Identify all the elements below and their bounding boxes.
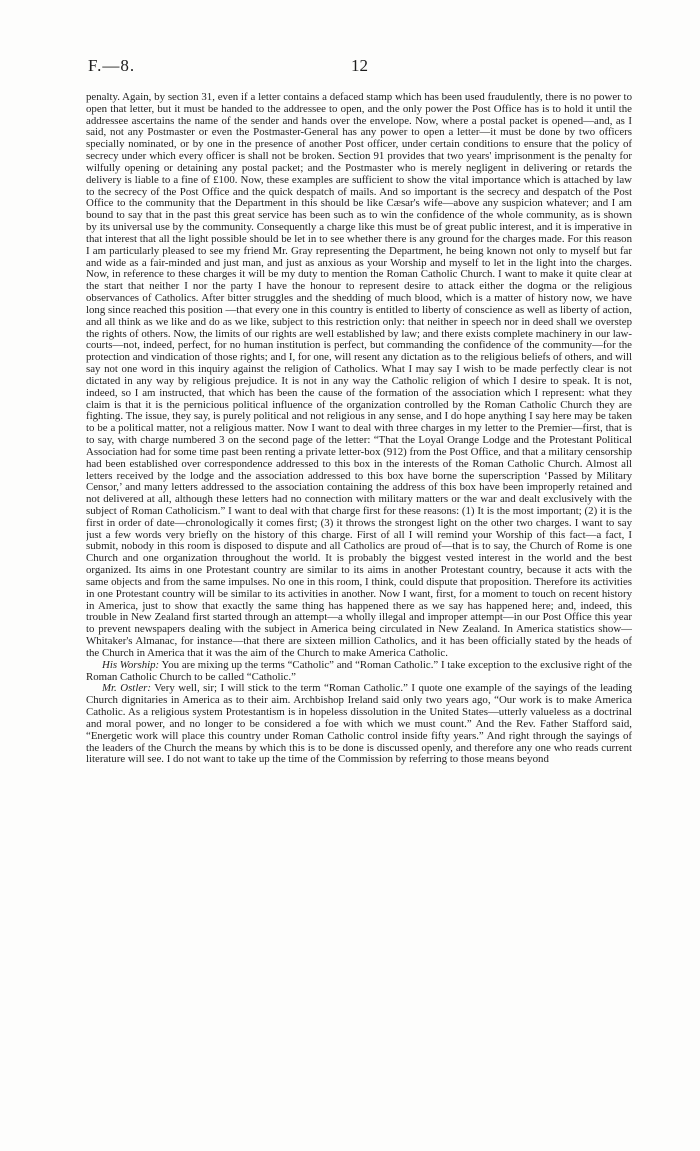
document-reference: F.—8. [88, 56, 136, 75]
paragraph-his-worship [86, 660, 632, 684]
paragraph-opening [86, 92, 632, 660]
speaker-name: His Worship: [102, 658, 160, 671]
body-text [86, 92, 632, 1142]
paragraph-mr-ostler [86, 683, 632, 766]
page-number: 12 [351, 56, 368, 75]
page-header [88, 56, 632, 80]
paragraph-text: Very well, sir; I will stick to the term “Roman Catholic.” I quote one example of the sayings of the leading Church dignitaries in America as to their aim. Archbishop Ireland said only two years ago, “Our work is to make America Catholic. As a religious system Protestantism is in hopeless dissolution in the United States—utterly valueless as a doctrinal and moral power, and no longer to be considered a foe with which we must count.” And the Rev. Father Stafford said, “Energetic work will place this country under Roman Catholic control inside fifty years.” And right through the sayings of the leaders of the Church the means by which this is to be done is discussed openly, and therefore any one who reads current literature will see. I do not want to take up the time of the Commission by referring to those means beyond [86, 682, 632, 766]
paragraph-text: You are mixing up the terms “Catholic” and “Roman Catholic.” I take exception to the exclusive right of the Roman Catholic Church to be called “Catholic.” [86, 658, 632, 683]
speaker-name: Mr. Ostler: [102, 682, 151, 695]
paragraph-text: penalty. Again, by section 31, even if a letter contains a defaced stamp which has been used fraudulently, there is no power to open that letter, but it must be handed to the addressee to open, and the only power the Post Office has is to hold it until the addressee ascertains the name of the sender and hands over the envelope. Now, where a postal packet is opened—and, as I said, not any Postmaster or even the Postmaster-General has any power to open a letter—it must be done by two officers specially nominated, or by one in the presence of another Post officer, under certain conditions to ensure that the policy of secrecy under which every officer is shall not be broken. Section 91 provides that two years' imprisonment is the penalty for wilfully opening or detaining any postal packet; and the Postmaster who is merely negligent in delivering or retards the delivery is liable to a fine of £100. Now, these examples are sufficient to show the vital importance which is attached by law to the secrecy of the Post Office and the quick despatch of mails. And so important is the secrecy and despatch of the Post Office to the community that the Department in this should be like Cæsar's wife—above any suspicion whatever; and I am bound to say that in the past this great service has been such as to win the confidence of the whole community, as is shown by its universal use by the community. Consequently a charge like this must be of great public interest, and it is imperative in that interest that all the light possible should be let in to see whether there is any ground for the charges made. For this reason I am particularly pleased to see my friend Mr. Gray representing the Department, he being known not only to myself but far and wide as a fair-minded and just man, and just as anxious as your Worship and myself to let in the light into the charges. Now, in reference to these charges it will be my duty to mention the Roman Catholic Church. I want to make it quite clear at the start that neither I nor the party I have the honour to represent desire to attack either the dogma or the religious observances of Catholics. After bitter struggles and the shedding of much blood, which is a matter of history now, we have long since reached this position —that every one in this country is entitled to liberty of conscience as well as liberty of action, and all think as we like and do as we like, subject to this restriction only: that neither in speech nor in deed shall we overstep the rights of others. Now, the limits of our rights are well established by law; and there exists complete machinery in our law-courts—not, indeed, perfect, for no human institution is perfect, but commanding the confidence of the community—for the protection and vindication of those rights; and I, for one, will resent any dictation as to the religious beliefs of others, and will say not one word in this inquiry against the religion of Catholics. What I may say I wish to be made perfectly clear is not dictated in any way by religious prejudice. It is not in any way the Catholic religion of which I desire to speak. It is not, indeed, so I am instructed, that which has been the cause of the formation of the association which I represent: what they claim is that it is the pernicious political influence of the organization controlled by the Roman Catholic Church they are fighting. The issue, they say, is purely political and not religious in any sense, and I do hope anything I say here may be taken to be a political matter, not a religious matter. Now I want to deal with three charges in my letter to the Premier—first, that is to say, with charge numbered 3 on the second page of the letter: “That the Loyal Orange Lodge and the Protestant Political Association had for some time past been renting a private letter-box (912) from the Post Office, and that a military censorship had been established over correspondence addressed to this box in the interests of the Roman Catholic Church. Almost all letters received by the lodge and the association addressed to this box have borne the superscription ‘Passed by Military Censor,’ and many letters addressed to the association containing the address of this box have been improperly retained and not delivered at all, although these letters had no connection with military matters or the war and dealt exclusively with the subject of Roman Catholicism.” I want to deal with that charge first for these reasons: (1) It is the most important; (2) it is the first in order of date—chronologically it comes first; (3) it throws the strongest light on the other two charges. I want to say just a few words very briefly on the history of this charge. First of all I will remind your Worship of this fact—a fact, I submit, nobody in this room is disposed to dispute and all Catholics are proud of—that is to say, the Church of Rome is one Church and one organization throughout the world. It is probably the biggest vested interest in the world and the best organized. Its aims in one Protestant country are similar to its aims in another Protestant country, because it acts with the same objects and from the same impulses. No one in this room, I think, could dispute that proposition. Therefore its activities in one Protestant country will be similar to its activities in another. Now I want, first, for a moment to touch on recent history in America, just to show that exactly the same thing has happened there as we say has happened here; and, indeed, this trouble in New Zealand first started through an attempt—a wholly illegal and improper attempt—in our Post Office this year to prevent newspapers dealing with the subject in America being circulated in New Zealand. In America statistics show—Whitaker's Almanac, for instance—that there are sixteen million Catholics, and it has been officially stated by the heads of the Church in America that it was the aim of the Church to make America Catholic. [86, 92, 632, 659]
